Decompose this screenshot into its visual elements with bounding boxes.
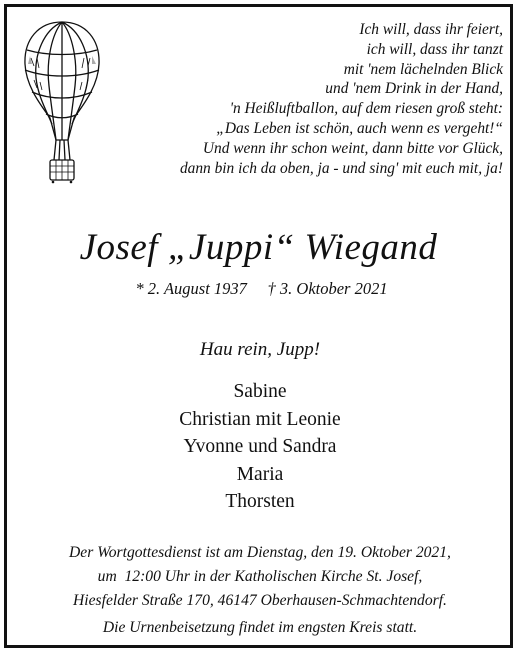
mourner-name: Sabine (233, 381, 287, 402)
service-info (0, 541, 517, 613)
poem-line: ich will, dass ihr tanzt (366, 40, 503, 58)
poem (83, 20, 503, 178)
mourner-name: Yvonne und Sandra (183, 436, 337, 457)
farewell-message: Hau rein, Jupp! (199, 339, 321, 360)
poem-line: dann bin ich da oben, ja - und sing' mit euch mit, ja! (179, 159, 503, 177)
poem-line: Ich will, dass ihr feiert, (359, 21, 503, 38)
service-line: um 12:00 Uhr in der Katholischen Kirche St. Josef, (97, 568, 423, 585)
burial-note: Die Urnenbeisetzung findet im engsten Kreis statt. (102, 619, 418, 636)
poem-line: Und wenn ihr schon weint, dann bitte vor Glück, (202, 139, 503, 157)
poem-line: und 'nem Drink in der Hand, (325, 80, 503, 98)
poem-line: mit 'nem lächelnden Blick (343, 60, 503, 78)
deceased-name: Josef „Juppi“ Wiegand (79, 227, 438, 268)
poem-line: „Das Leben ist schön, auch wenn es vergeht!“ (216, 119, 503, 137)
life-dates: * 2. August 1937 † 3. Oktober 2021 (135, 279, 388, 298)
service-line: Hiesfelder Straße 170, 46147 Oberhausen-Schmachtendorf. (73, 592, 447, 609)
mourner-name: Christian mit Leonie (179, 408, 341, 430)
mourner-name: Maria (236, 463, 284, 485)
mourner-name: Thorsten (225, 491, 295, 512)
service-line: Der Wortgottesdienst ist am Dienstag, den 19. Oktober 2021, (69, 544, 451, 561)
poem-line: 'n Heißluftballon, auf dem riesen groß steht: (229, 100, 503, 118)
mourners-list (0, 378, 517, 516)
